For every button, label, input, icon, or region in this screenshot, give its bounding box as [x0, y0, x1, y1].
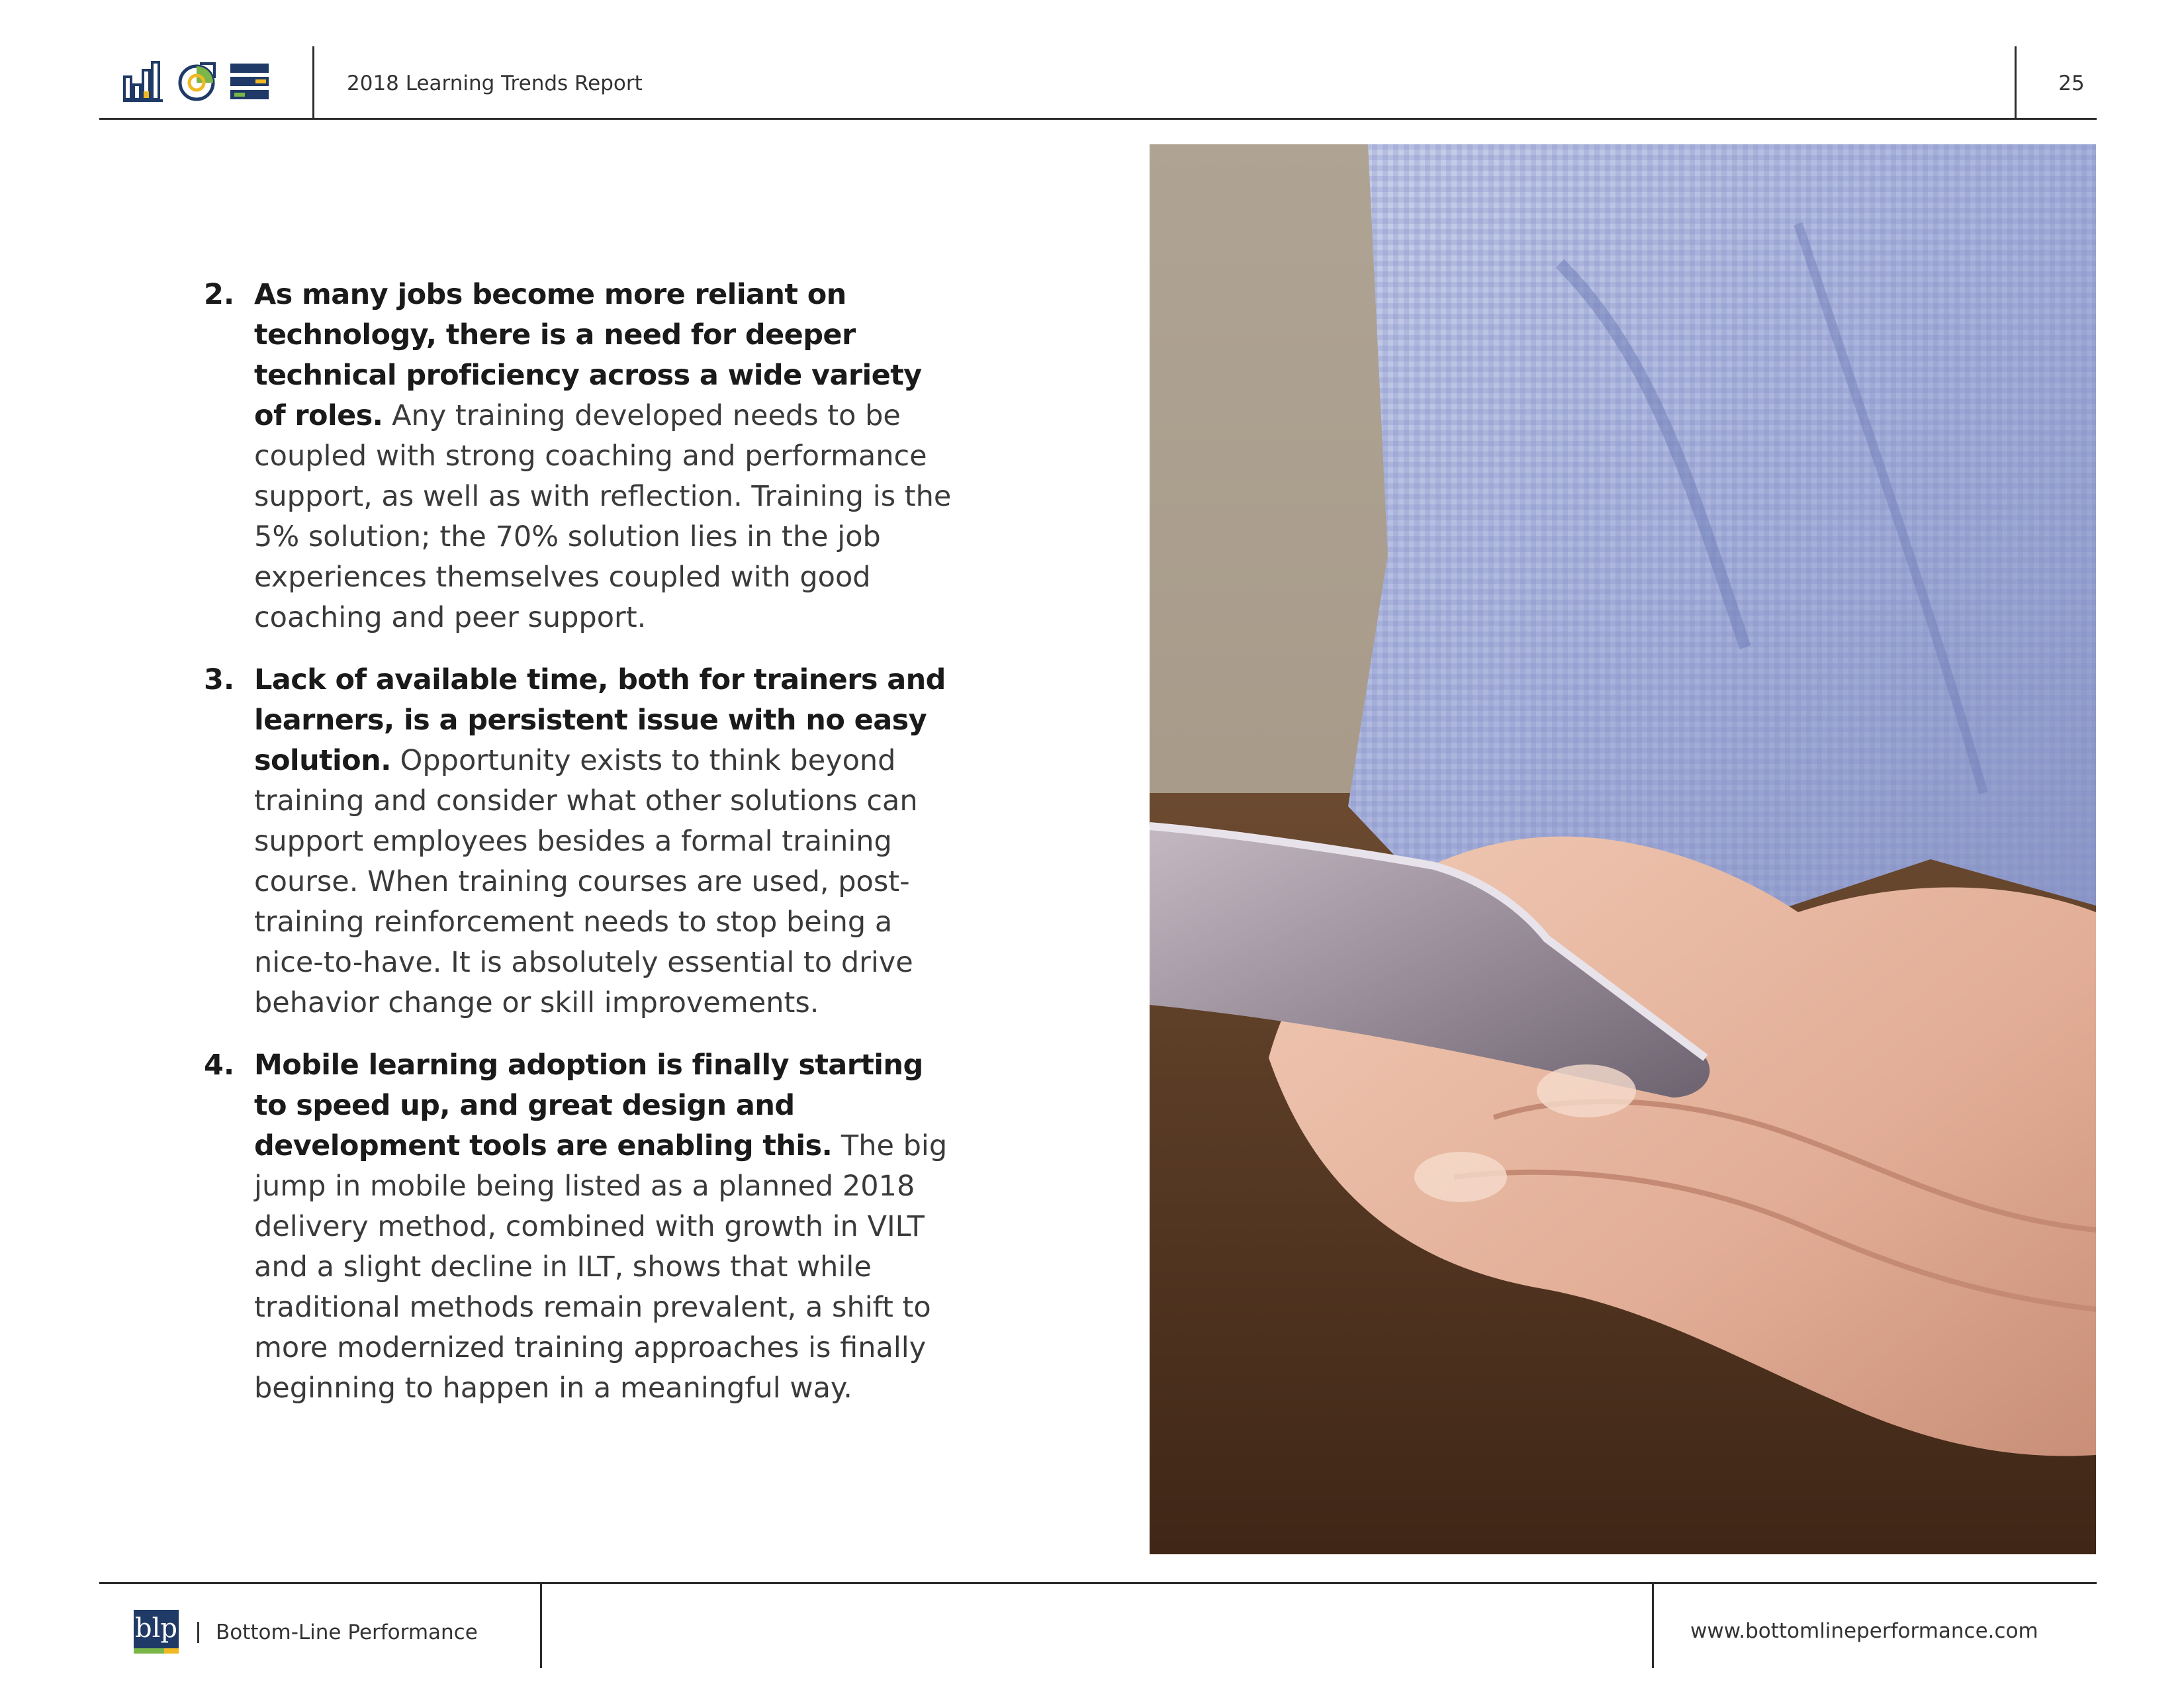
list-item — [204, 660, 958, 1023]
item-lead: As many jobs become more reliant on technology, there is a need for deeper technical proficiency across a wide variety of roles. — [254, 278, 922, 432]
item-lead: Lack of available time, both for trainers and learners, is a persistent issue with no easy solution. — [254, 663, 946, 777]
smartphone-photo-illustration — [1150, 144, 2096, 1554]
blp-logo — [134, 1610, 179, 1654]
report-title: 2018 Learning Trends Report — [347, 71, 643, 95]
item-text: Any training developed needs to be coupled with strong coaching and performance support, as well as with reflection. Training is the 5% solution; the 70% solution lies in the job experiences themselves coupled with good coaching and peer support. — [254, 399, 952, 634]
footer-rule — [99, 1582, 2097, 1584]
trends-list — [204, 275, 958, 1430]
blp-logo-bar-green — [134, 1648, 164, 1654]
bar-chart-icon — [123, 61, 164, 102]
footer-brand-separator — [197, 1622, 199, 1643]
item-text: The big jump in mobile being listed as a planned 2018 delivery method, combined with growth in VILT and a slight decline in ILT, shows that while traditional methods remain prevalent, a shift to more modernized training approaches is finally beginning to happen in a meaningful way. — [254, 1129, 948, 1405]
footer-divider-left — [540, 1582, 542, 1668]
hero-photo — [1150, 144, 2096, 1554]
page-number: 25 — [2058, 71, 2085, 95]
item-number: 3. — [204, 663, 235, 696]
blp-logo-text: blp — [134, 1613, 177, 1644]
header-icons — [123, 61, 274, 103]
item-number: 4. — [204, 1049, 235, 1082]
header-divider-left — [312, 46, 314, 119]
list-item — [204, 275, 958, 638]
company-name: Bottom-Line Performance — [216, 1620, 478, 1644]
list-rows-icon — [229, 61, 270, 102]
item-number: 2. — [204, 278, 235, 311]
item-lead: Mobile learning adoption is finally starting to speed up, and great design and development tools are enabling this. — [254, 1049, 923, 1162]
pie-chart-icon — [176, 61, 217, 102]
blp-logo-bar-gold — [164, 1648, 179, 1654]
website-link[interactable]: www.bottomlineperformance.com — [1690, 1619, 2038, 1643]
item-text: Opportunity exists to think beyond training and consider what other solutions can support employees besides a formal training course. When training courses are used, post-training reinforcement needs to stop being a nice-to-have. It is absolutely essential to drive behavior change or skill improvements. — [254, 744, 918, 1019]
header-divider-right — [2015, 46, 2017, 119]
list-item — [204, 1045, 958, 1409]
footer-divider-right — [1652, 1582, 1654, 1668]
header-rule — [99, 118, 2097, 120]
